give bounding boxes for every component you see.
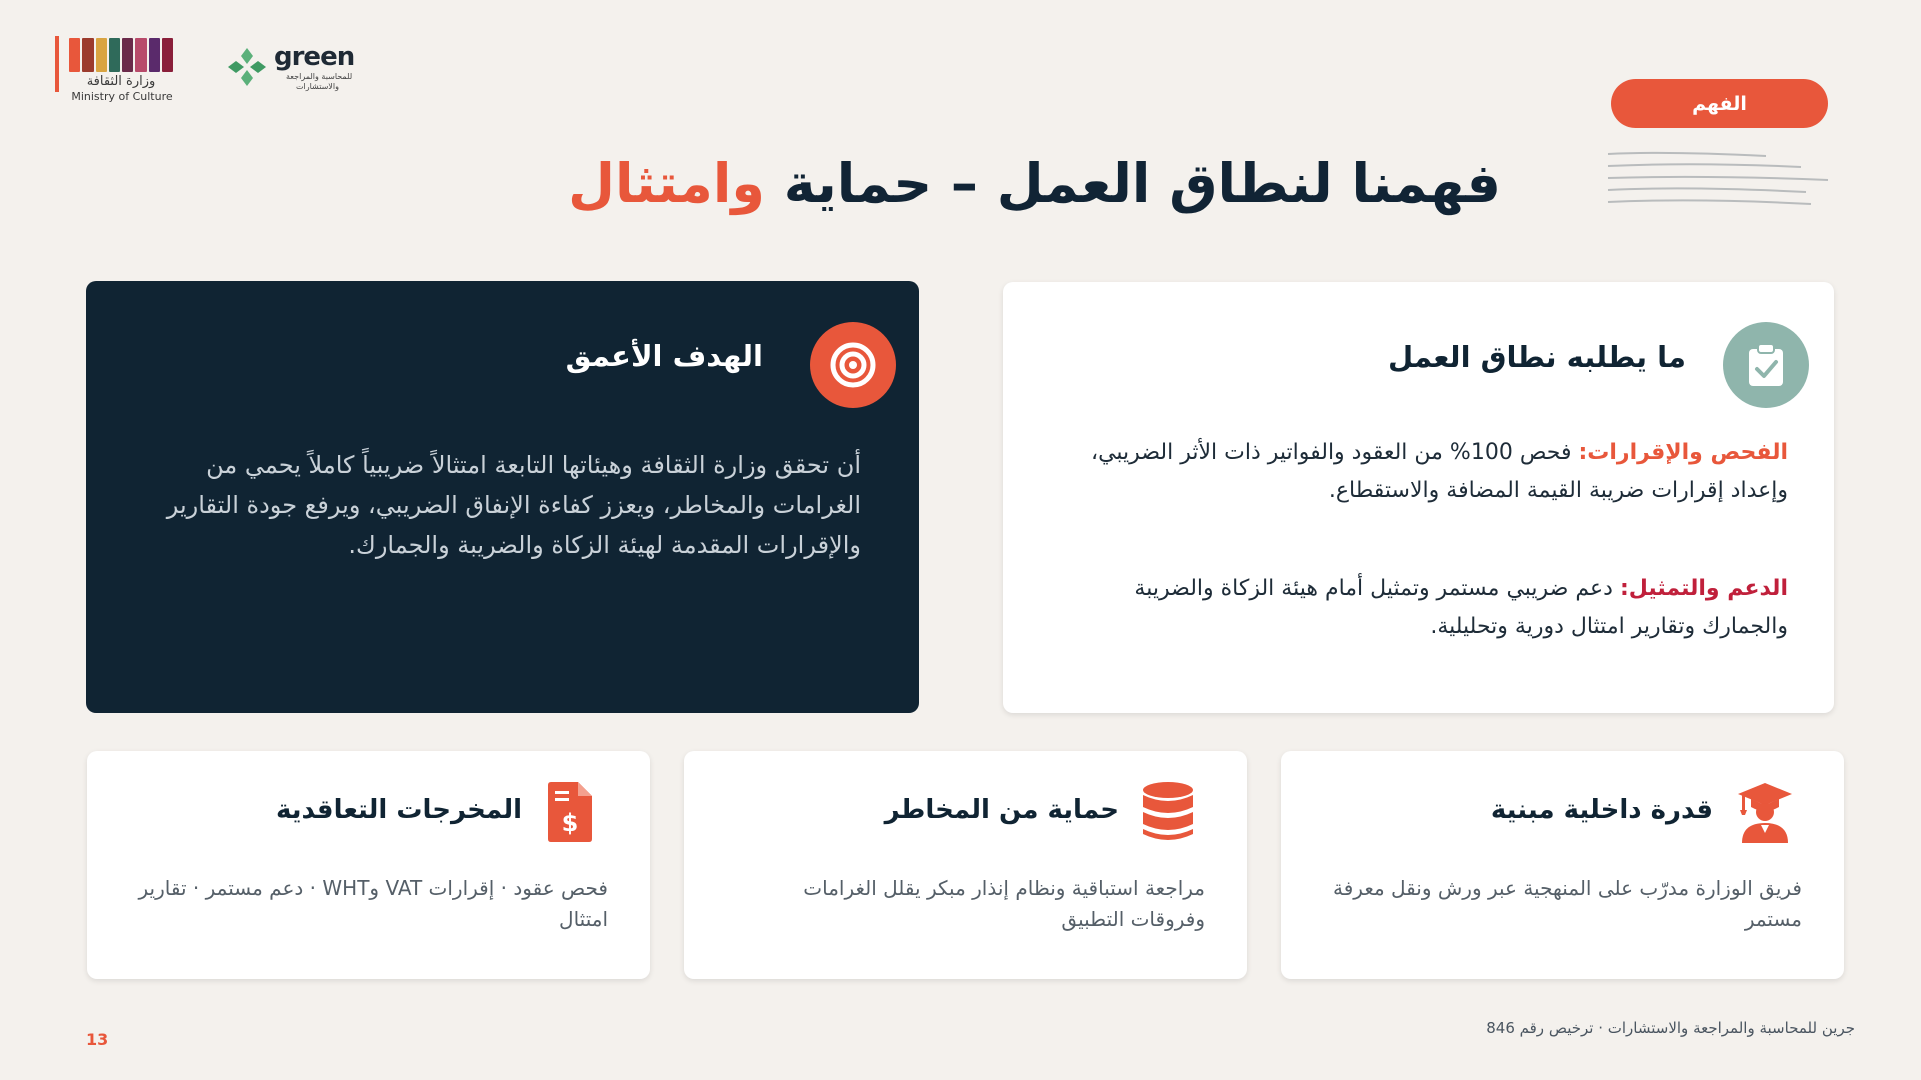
scope-item-review-text: فحص 100% من العقود والفواتير ذات الأثر الضريبي، وإعداد إقرارات ضريبة القيمة المضافة والاستقطاع. <box>1090 440 1788 503</box>
capacity-card <box>1281 751 1844 979</box>
page-number: 13 <box>86 1030 109 1049</box>
graduate-icon <box>1736 781 1794 843</box>
goal-card <box>86 281 919 713</box>
green-logo <box>224 40 354 92</box>
risk-protection-card <box>684 751 1247 979</box>
svg-text:$: $ <box>561 809 579 837</box>
goal-card-text: أن تحقق وزارة الثقافة وهيئاتها التابعة امتثالاً ضريبياً كاملاً يحمي من الغرامات والمخاطر، ويعزز كفاءة الإنفاق الضريبي، ويرفع جودة التقارير والإقرارات المقدمة لهيئة الزكاة والضريبة والجمارك. <box>166 451 861 559</box>
invoice-dollar-icon <box>546 781 594 843</box>
scope-card-heading: ما يطلبه نطاق العمل <box>1387 340 1686 374</box>
capacity-card-heading: قدرة داخلية مبنية <box>1490 795 1713 825</box>
page-title <box>401 152 1501 215</box>
scope-card <box>1003 282 1834 713</box>
target-icon <box>810 322 896 408</box>
scope-item-support-label: الدعم والتمثيل: <box>1619 576 1788 601</box>
scope-item-support <box>1068 570 1788 646</box>
scope-item-review <box>1068 434 1788 510</box>
title-accent: وامتثال <box>568 152 765 215</box>
title-main: فهمنا لنطاق العمل – حماية <box>764 152 1501 215</box>
risk-protection-card-text: مراجعة استباقية ونظام إنذار مبكر يقلل الغرامات وفروقات التطبيق <box>803 876 1205 931</box>
goal-card-heading: الهدف الأعمق <box>565 339 763 373</box>
green-subtitle-1: للمحاسبة والمراجعة <box>286 72 353 81</box>
clipboard-check-icon <box>1723 322 1809 408</box>
green-subtitle-2: والاستشارات <box>296 82 339 91</box>
decorative-lines <box>1606 148 1836 212</box>
deliverables-card-text: فحص عقود · إقرارات VAT وWHT · دعم مستمر · تقارير امتثال <box>138 876 608 931</box>
logo-ministry-arabic: وزارة الثقافة <box>86 74 156 89</box>
deliverables-card <box>87 751 650 979</box>
risk-protection-card-heading: حماية من المخاطر <box>884 795 1119 825</box>
scope-item-review-label: الفحص والإقرارات: <box>1578 440 1788 465</box>
ministry-of-culture-logo <box>55 36 175 102</box>
database-icon <box>1141 781 1195 843</box>
capacity-card-text: فريق الوزارة مدرّب على المنهجية عبر ورش ونقل معرفة مستمر <box>1333 876 1802 931</box>
logo-accent-bar <box>55 36 59 92</box>
scope-item-support-text: دعم ضريبي مستمر وتمثيل أمام هيئة الزكاة والضريبة والجمارك وتقارير امتثال دورية وتحليلية. <box>1134 576 1788 639</box>
green-wordmark: green <box>274 42 355 72</box>
deliverables-card-heading: المخرجات التعاقدية <box>276 795 522 825</box>
logo-books-mark <box>69 38 173 72</box>
section-badge: الفهم <box>1611 79 1828 128</box>
logo-ministry-english: Ministry of Culture <box>71 90 173 103</box>
footer-text: جرين للمحاسبة والمراجعة والاستشارات · ترخيص رقم 846 <box>1486 1019 1855 1037</box>
green-leaf-icon <box>224 44 270 90</box>
